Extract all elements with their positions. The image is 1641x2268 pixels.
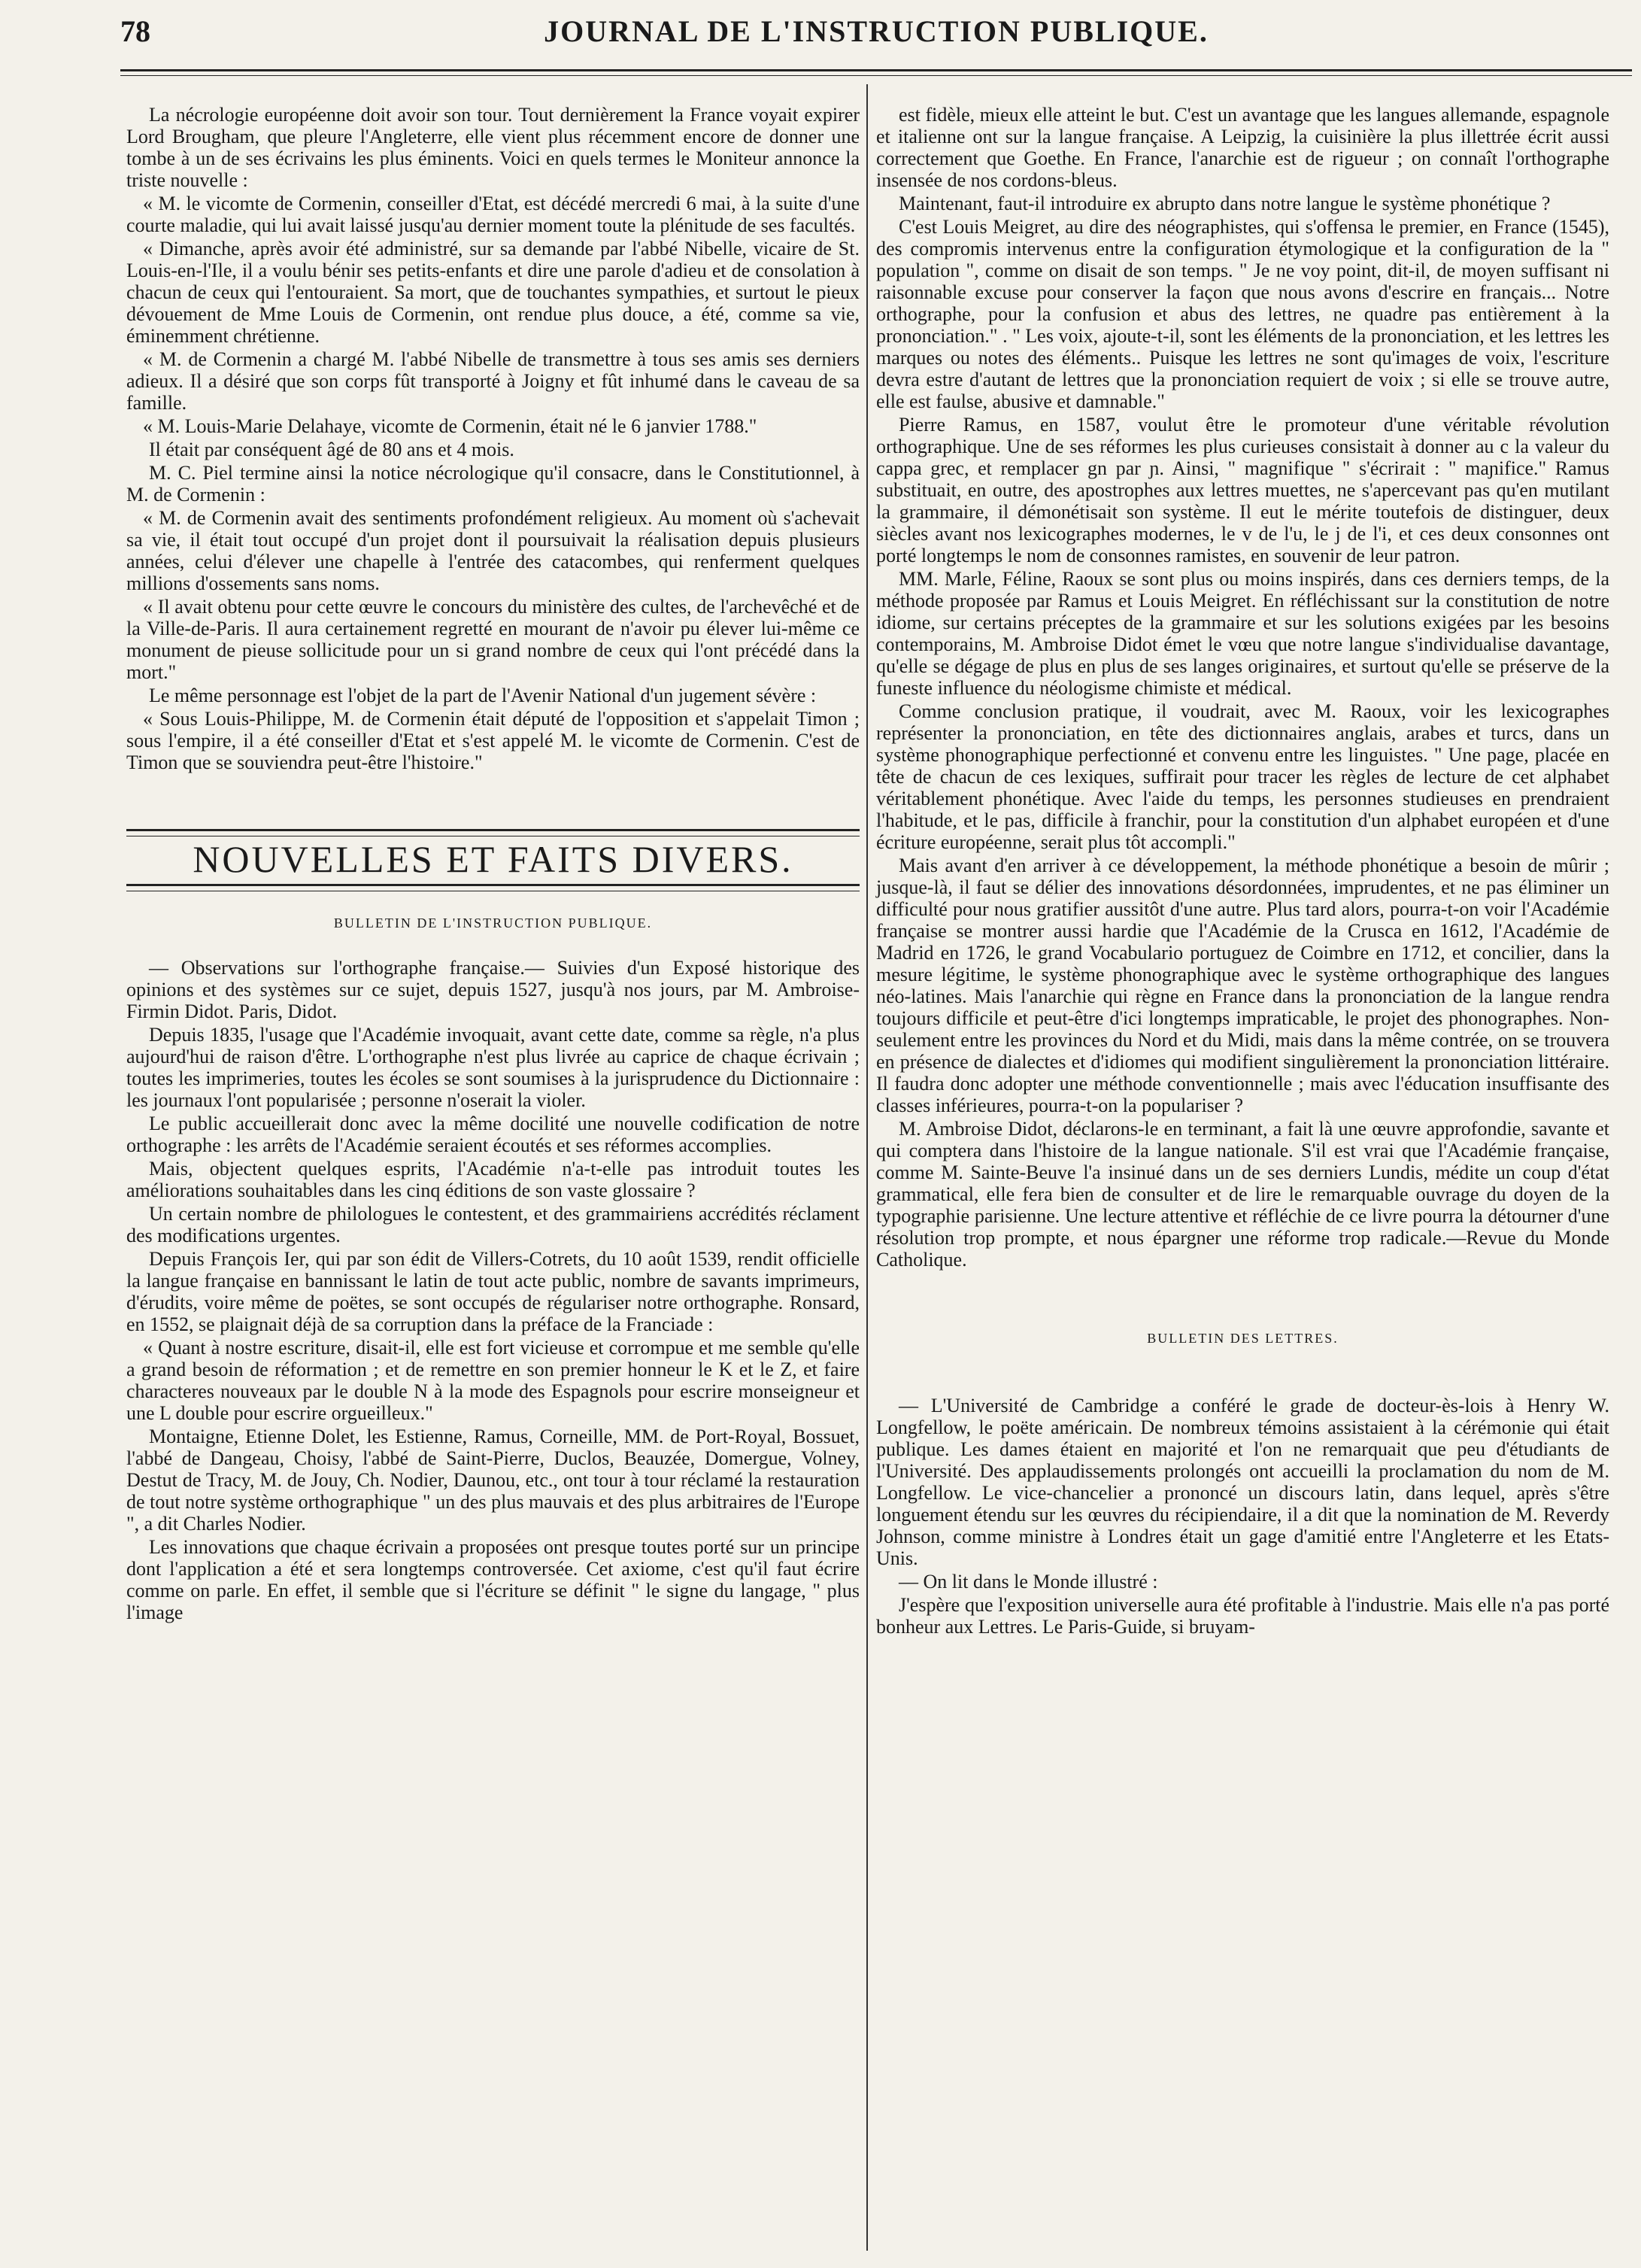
paragraph: Maintenant, faut-il introduire ex abrupto dans notre langue le système phonétique ? bbox=[899, 193, 1551, 214]
page-number: 78 bbox=[120, 14, 150, 48]
paragraph: « M. le vicomte de Cormenin, conseiller d'Etat, est décédé mercredi 6 mai, à la suite d'une courte maladie, qui lui avait laissé jusqu'au dernier moment toute la plénitude de ses facultés. bbox=[126, 193, 860, 236]
right-article-orthographe-cont bbox=[876, 104, 1609, 1271]
paragraph: « Quant à nostre escriture, disait-il, elle est fort vicieuse et corrompue et me semble qu'elle a grand besoin de réformation ; et de remettre en son premier honneur le K et le Z, et faire characteres nouveaux par le double N à la mode des Espagnols pour escrire monseigneur et une L double pour escrire orgueilleux." bbox=[126, 1337, 860, 1424]
paragraph: J'espère que l'exposition universelle aura été profitable à l'industrie. Mais elle n'a pas porté bonheur aux Lettres. Le Paris-Guide, si bruyam- bbox=[876, 1594, 1609, 1638]
paragraph: Depuis François Ier, qui par son édit de Villers-Cotrets, du 10 août 1539, rendit officielle la langue française en bannissant le latin de tout acte public, nombre de savants imprimeurs, d'érudits, voire même de poëtes, se sont occupés de régulariser notre orthographe. Ronsard, en 1552, se plaignait déjà de sa corruption dans la préface de la Franciade : bbox=[126, 1248, 860, 1335]
column-divider bbox=[866, 84, 868, 2251]
paragraph: Il était par conséquent âgé de 80 ans et 4 mois. bbox=[149, 439, 514, 460]
paragraph: Un certain nombre de philologues le contestent, et des grammairiens accrédités réclament des modifications urgentes. bbox=[126, 1203, 860, 1246]
paragraph: est fidèle, mieux elle atteint le but. C'est un avantage que les langues allemande, espagnole et italienne ont sur la langue française. A Leipzig, la cuisinière la plus illettrée écrit aussi correctement que Goethe. En France, l'anarchie est de rigueur ; on connaît l'orthographe insensée de nos cordons-bleus. bbox=[876, 104, 1609, 191]
paragraph: « M. de Cormenin avait des sentiments profondément religieux. Au moment où s'achevait sa vie, il était tout occupé d'un projet dont il poursuivait la réalisation depuis plusieurs années, celui d'élever une chapelle à l'entrée des catacombes, qui renferment quelques millions d'ossements sans noms. bbox=[126, 507, 860, 594]
bulletin-lettres-heading: BULLETIN DES LETTRES. bbox=[1147, 1331, 1339, 1346]
header-rule bbox=[120, 69, 1632, 76]
paragraph: — On lit dans le Monde illustré : bbox=[899, 1571, 1158, 1592]
paragraph: « M. de Cormenin a chargé M. l'abbé Nibelle de transmettre à tous ses amis ses derniers adieux. Il a désiré que son corps fût transporté à Joigny et fût inhumé dans le caveau de sa famille. bbox=[126, 348, 860, 414]
left-article-necrologie bbox=[126, 104, 860, 773]
paragraph: Le même personnage est l'objet de la part de l'Avenir National d'un jugement sévère : bbox=[149, 685, 817, 706]
paragraph: M. Ambroise Didot, déclarons-le en terminant, a fait là une œuvre approfondie, savante et qui comptera dans l'histoire de la langue nationale. S'il est vrai que l'Académie française, comme M. Sainte-Beuve l'a insinué dans un de ses derniers Lundis, médite un coup d'état grammatical, elle fera bien de consulter et de lire le remarquable ouvrage du doyen de la typographie parisienne. Une lecture attentive et réfléchie de ce livre pourra la détourner d'une résolution trop prompte, et nous épargner une réforme trop radicale.—Revue du Monde Catholique. bbox=[876, 1118, 1609, 1271]
paragraph: Montaigne, Etienne Dolet, les Estienne, Ramus, Corneille, MM. de Port-Royal, Bossuet, l'abbé de Dangeau, Choisy, l'abbé de Saint-Pierre, Duclos, Beauzée, Domergue, Volney, Destut de Tracy, M. de Jouy, Ch. Nodier, Daunou, etc., ont tour à tour réclamé la restauration de tout notre système orthographique " un des plus mauvais et des plus arbitraires de l'Europe ", a dit Charles Nodier. bbox=[126, 1425, 860, 1535]
left-column bbox=[126, 104, 860, 1625]
paragraph: Mais avant d'en arriver à ce développement, la méthode phonétique a besoin de mûrir ; jusque-là, il faut se délier des innovations désordonnées, imprudentes, et ne pas éliminer un difficulté pour nous gratifier aussitôt d'une autre. Plus tard alors, pourra-t-on voir l'Académie française se montrer aussi hardie que l'Académie de la Crusca en 1612, l'Académie de Madrid en 1726, le grand Vocabulario portuguez de Coimbre en 1712, et concilier, dans la mesure légitime, le système phonographique avec le système orthographique des langues néo-latines. Mais l'anarchie qui règne en France dans la prononciation de la langue rendra toujours difficile et peut-être d'ici longtemps impraticable, le projet des phonographes. Non-seulement entre les provinces du Nord et du Midi, mais dans la même contrée, on se trouvera en présence de dialectes et d'idiomes qui modifient singulièrement la prononciation littéraire. Il faudra donc adopter une méthode conventionnelle ; mais avec l'éducation insuffisante des classes inférieures, pourra-t-on la populariser ? bbox=[876, 855, 1609, 1116]
paragraph: La nécrologie européenne doit avoir son tour. Tout dernièrement la France voyait expirer Lord Brougham, que pleure l'Angleterre, elle vient plus récemment encore de donner une tombe à un de ses écrivains les plus éminents. Voici en quels termes le Moniteur annonce la triste nouvelle : bbox=[126, 104, 860, 191]
paragraph: — L'Université de Cambridge a conféré le grade de docteur-ès-lois à Henry W. Longfellow, le poëte américain. De nombreux témoins assistaient à la cérémonie qui était publique. Les dames étaient en majorité et l'on ne remarquait que peu d'étudiants de l'Université. Des applaudissements prolongés ont accueilli la proclamation du nom de M. Longfellow. Le vice-chancelier a prononcé un discours latin, dans lequel, après s'être longuement étendu sur les œuvres du récipiendaire, il a dit que la nomination de M. Reverdy Johnson, comme ministre à Londres était un gage d'amitié entre l'Angleterre et les Etats-Unis. bbox=[876, 1395, 1609, 1569]
bulletin-instruction-heading: BULLETIN DE L'INSTRUCTION PUBLIQUE. bbox=[333, 915, 653, 931]
right-article-lettres bbox=[876, 1395, 1609, 1638]
paragraph: Mais, objectent quelques esprits, l'Académie n'a-t-elle pas introduit toutes les améliorations souhaitables dans les cinq éditions de son vaste glossaire ? bbox=[126, 1158, 860, 1201]
paragraph: « Dimanche, après avoir été administré, sur sa demande par l'abbé Nibelle, vicaire de St. Louis-en-l'Ile, il a voulu bénir ses petits-enfants et dire une parole d'adieu et de consolation à chacun de ceux qui l'entouraient. Sa mort, que de touchantes sympathies, et surtout le pieux dévouement de Mme Louis de Cormenin, ont rendue plus douce, a été, comme sa vie, éminemment chrétienne. bbox=[126, 238, 860, 347]
page-header bbox=[120, 11, 1632, 56]
paragraph: MM. Marle, Féline, Raoux se sont plus ou moins inspirés, dans ces derniers temps, de la méthode proposée par Ramus et Louis Meigret. En réfléchissant sur la constitution de notre idiome, sur certains préceptes de la grammaire et sur les solutions exigées par les besoins contemporains, M. Ambroise Didot émet le vœu que notre langue s'individualise davantage, qu'elle se dégage de plus en plus de ses langes originaires, et surtout qu'elle se préserve de la funeste influence du néologisme chimiste et médical. bbox=[876, 568, 1609, 699]
paragraph: Comme conclusion pratique, il voudrait, avec M. Raoux, voir les lexicographes représenter la prononciation, en tête des dictionnaires anglais, arabes et turcs, dans un système phonographique perfectionné et convenu entre les linguistes. " Une page, placée en tête de chacun de ces lexiques, suffirait pour tracer les règles de lecture de cet alphabet véritablement phonétique. Avec l'aide du temps, les personnes studieuses en prendraient l'habitude, et le pas, difficile à franchir, pour la constitution d'un alphabet européen et d'une écriture européenne, serait plus tôt accompli." bbox=[876, 700, 1609, 853]
section-title: NOUVELLES ET FAITS DIVERS. bbox=[193, 838, 793, 880]
paragraph: M. C. Piel termine ainsi la notice nécrologique qu'il consacre, dans le Constitutionnel, à M. de Cormenin : bbox=[126, 462, 860, 506]
paragraph: Les innovations que chaque écrivain a proposées ont presque toutes porté sur un principe dont l'application a été et sera longtemps controversée. Cet axiome, c'est qu'il faut écrire comme on parle. En effet, il semble que si l'écriture se définit " le signe du langage, " plus l'image bbox=[126, 1536, 860, 1623]
section-rule-bottom bbox=[126, 884, 860, 891]
paragraph: « Sous Louis-Philippe, M. de Cormenin était député de l'opposition et s'appelait Timon ; sous l'empire, il a été conseiller d'Etat et s'est appelé M. le vicomte de Cormenin. C'est de Timon que se souviendra peut-être l'histoire." bbox=[126, 708, 860, 773]
paragraph: Pierre Ramus, en 1587, voulut être le promoteur d'une véritable révolution orthographique. Une de ses réformes les plus curieuses consistait à donner au c la valeur du cappa grec, et remplacer gn par ɲ. Ainsi, " magnifique " s'écrirait : " maɲifice." Ramus substituait, en outre, des apostrophes aux lettres muettes, ne s'apercevant pas qu'en mutilant la grammaire, il démonétisait son système. Il eut le mérite toutefois de distinguer, deux siècles avant nos lexicographes modernes, le v de l'u, le j de l'i, et ces deux consonnes ont porté longtemps le nom de consonnes ramistes, en souvenir de leur patron. bbox=[876, 414, 1609, 566]
paragraph: — Observations sur l'orthographe française.— Suivies d'un Exposé historique des opinions et des systèmes sur ce sujet, depuis 1527, jusqu'à nos jours, par M. Ambroise-Firmin Didot. Paris, Didot. bbox=[126, 957, 860, 1022]
paragraph: « M. Louis-Marie Delahaye, vicomte de Cormenin, était né le 6 janvier 1788." bbox=[143, 415, 757, 437]
right-column bbox=[876, 104, 1609, 1639]
section-rule-top bbox=[126, 829, 860, 836]
paragraph: « Il avait obtenu pour cette œuvre le concours du ministère des cultes, de l'archevêché et de la Ville-de-Paris. Il aura certainement regretté en mourant de n'avoir pu élever lui-même ce monument de pieuse sollicitude pour un si grand nombre de ceux qui l'ont précédé dans la mort." bbox=[126, 596, 860, 683]
paragraph: C'est Louis Meigret, au dire des néographistes, qui s'offensa le premier, en France (1545), des compromis intervenus entre la configuration étymologique et la configuration de la " population ", comme on disait de son temps. " Je ne voy point, dit-il, de moyen suffisant ni raisonnable excuse pour conserver la façon que nous avons d'escrire en français... Notre orthographe, pour la confusion et abus des lettres, ne quadre pas entièrement à la prononciation." . " Les voix, ajoute-t-il, sont les éléments de la prononciation, et les lettres les marques ou notes des éléments.. Puisque les lettres ne sont qu'images de voix, l'escriture devra estre d'autant de lettres que la prononciation requiert de voix ; si elle se trouve autre, elle est faulse, abusive et damnable." bbox=[876, 216, 1609, 412]
journal-title: JOURNAL DE L'INSTRUCTION PUBLIQUE. bbox=[544, 14, 1209, 48]
paragraph: Depuis 1835, l'usage que l'Académie invoquait, avant cette date, comme sa règle, n'a plus aujourd'hui de raison d'être. L'orthographe n'est plus livrée au caprice de chaque écrivain ; toutes les imprimeries, toutes les écoles se sont soumises à la jurisprudence du Dictionnaire : les journaux l'ont popularisée ; personne n'oserait la violer. bbox=[126, 1024, 860, 1111]
paragraph: Le public accueillerait donc avec la même docilité une nouvelle codification de notre orthographe : les arrêts de l'Académie seraient écoutés et ses réformes accomplies. bbox=[126, 1113, 860, 1156]
left-article-orthographe bbox=[126, 957, 860, 1623]
